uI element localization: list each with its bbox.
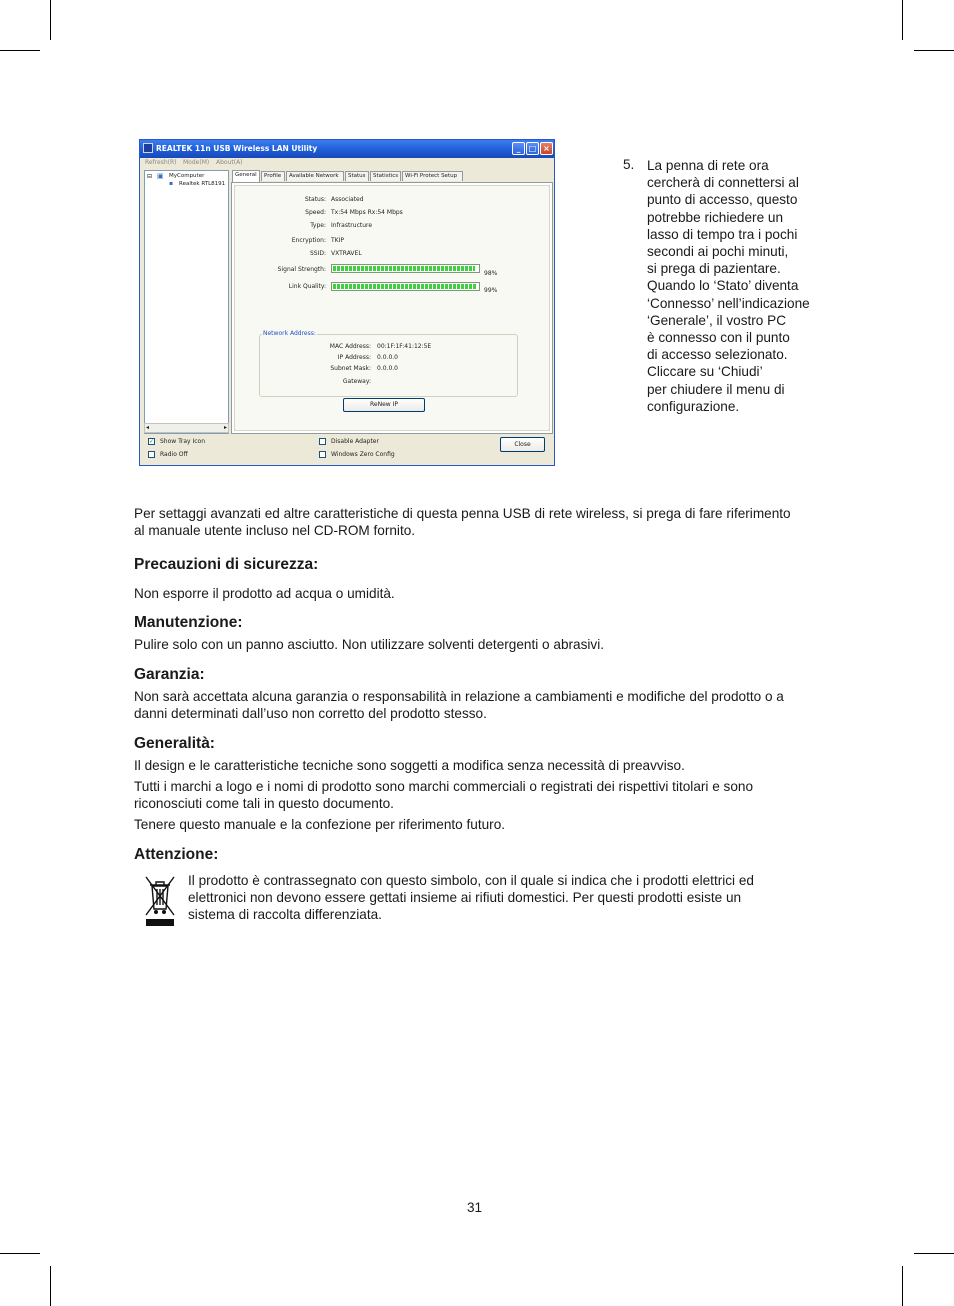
warranty-line: danni determinati dall’uso non corretto del prodotto stesso. [134,706,487,721]
tab-wifi-protect-setup[interactable]: Wi-Fi Protect Setup [402,171,463,181]
scroll-right-icon[interactable]: ▸ [223,424,227,431]
maintenance-text: Pulire solo con un panno asciutto. Non utilizzare solventi detergenti o abrasivi. [134,637,605,652]
general-p1: Il design e le caratteristiche tecniche sono soggetti a modifica senza necessità di preavviso. [134,758,685,773]
tree-scrollbar[interactable] [144,423,229,433]
link-quality-fill [333,284,477,289]
safety-text: Non esporre il prodotto ad acqua o umidità. [134,586,395,601]
ip-label: IP Address: [337,354,371,361]
link-quality-label: Link Quality: [288,283,326,290]
intro-line: Per settaggi avanzati ed altre caratteristiche di questa penna USB di rete wireless, si prega di fare riferimento [134,506,791,521]
ssid-value: VXTRAVEL [331,250,362,257]
step-line: secondi ai pochi minuti, [647,244,789,260]
step-line: ‘Connesso’ nell’indicazione [647,295,810,311]
intro-paragraph [134,505,791,539]
warranty-heading: Garanzia: [134,666,205,683]
ssid-label: SSID: [309,250,326,257]
crop-mark [902,1266,903,1306]
windows-zero-config-label: Windows Zero Config [331,451,395,458]
crop-mark [50,1266,51,1306]
app-icon [143,143,153,153]
warranty-text [134,688,784,722]
signal-strength-percent: 98% [484,270,498,277]
renew-ip-button[interactable]: ReNew IP [343,398,425,412]
show-tray-icon-label: Show Tray Icon [160,438,206,445]
step-line: Quando lo ‘Stato’ diventa [647,278,799,294]
tab-general[interactable]: General [232,170,260,182]
signal-strength-fill [333,266,475,271]
step-line: punto di accesso, questo [647,192,798,208]
page-number: 31 [467,1200,483,1215]
tab-profile[interactable]: Profile [261,171,285,181]
close-button[interactable]: Close [500,437,545,452]
crop-mark [0,1253,40,1254]
menu-refresh[interactable]: Refresh(R) [145,159,177,166]
step-number: 5. [623,157,635,172]
tree-child[interactable]: Realtek RTL8191 [179,181,226,187]
general-p2 [134,778,753,812]
step-line: ‘Generale’, il vostro PC [647,312,787,328]
adapter-icon: ▪ [169,180,174,187]
scroll-left-icon[interactable]: ◂ [146,424,150,431]
crop-mark [914,50,954,51]
menu-mode[interactable]: Mode(M) [183,159,210,166]
signal-strength-bar [331,264,480,273]
signal-strength-label: Signal Strength: [277,266,326,273]
attention-text [188,872,754,923]
step-line: per chiudere il menu di [647,381,785,397]
network-address-legend: Network Address: [263,330,316,337]
link-quality-bar [331,282,480,291]
status-value: Associated [331,196,364,203]
crop-mark [50,0,51,40]
wlan-utility-screenshot [139,139,555,466]
menu-bar [140,158,554,169]
menu-about[interactable]: About(A) [216,159,243,166]
general-p3: Tenere questo manuale e la confezione per riferimento futuro. [134,817,506,832]
radio-off-label: Radio Off [160,451,188,458]
step-line: di accesso selezionato. [647,347,788,363]
tab-statistics[interactable]: Statistics [370,171,401,181]
crop-mark [914,1253,954,1254]
encryption-value: TKIP [331,237,344,244]
step-line: è connesso con il punto [647,330,790,346]
general-heading: Generalità: [134,735,215,752]
crop-mark [902,0,903,40]
speed-value: Tx:54 Mbps Rx:54 Mbps [331,209,403,216]
windows-zero-config-checkbox[interactable] [319,451,326,458]
ip-value: 0.0.0.0 [377,354,398,361]
minimize-icon[interactable]: _ [512,142,525,155]
step-line: cercherà di connettersi al [647,175,799,191]
type-label: Type: [310,222,326,229]
attention-line: elettronici non devono essere gettati insieme ai rifiuti domestici. Per questi prodotti esiste un [188,890,742,905]
computer-icon: ▣ [157,172,164,180]
status-label: Status: [304,196,326,203]
close-icon[interactable]: × [540,142,553,155]
mac-label: MAC Address: [329,343,371,350]
subnet-value: 0.0.0.0 [377,365,398,372]
mac-value: 00:1F:1F:41:12:5E [377,343,432,350]
tab-status[interactable]: Status [345,171,369,181]
link-quality-percent: 99% [484,287,498,294]
device-tree [144,170,229,434]
radio-off-checkbox[interactable] [148,451,155,458]
disable-adapter-checkbox[interactable] [319,438,326,445]
step-line: lasso di tempo tra i pochi [647,226,798,242]
step-line: La penna di rete ora [647,158,769,173]
tree-root[interactable]: MyComputer [169,173,205,179]
intro-line: al manuale utente incluso nel CD-ROM fornito. [134,523,416,538]
disable-adapter-label: Disable Adapter [331,438,379,445]
step-line: Cliccare su ‘Chiudi’ [647,364,763,380]
attention-line: sistema di raccolta differenziata. [188,907,382,922]
tab-available-network[interactable]: Available Network [286,171,344,181]
show-tray-icon-checkbox[interactable]: ✓ [149,438,155,445]
subnet-label: Subnet Mask: [330,365,371,372]
attention-heading: Attenzione: [134,846,219,863]
encryption-label: Encryption: [291,237,326,244]
collapse-icon[interactable]: ⊟ [147,173,153,180]
crop-mark [0,50,40,51]
general-p2-line: Tutti i marchi a logo e i nomi di prodotto sono marchi commerciali o registrati dei rispettivi titolari e sono [134,779,754,794]
gateway-label: Gateway: [342,378,371,385]
step-line: configurazione. [647,398,740,414]
safety-heading: Precauzioni di sicurezza: [134,556,319,573]
step-line: si prega di pazientare. [647,261,781,277]
weee-bin-icon [143,873,177,927]
step-line: potrebbe richiedere un [647,209,784,225]
maintenance-heading: Manutenzione: [134,614,243,631]
warranty-line: Non sarà accettata alcuna garanzia o responsabilità in relazione a cambiamenti e modifiche del prodotto o a [134,689,784,704]
title-bar [140,140,554,158]
speed-label: Speed: [305,209,326,216]
maximize-icon[interactable]: □ [526,142,539,155]
type-value: Infrastructure [331,222,373,229]
attention-line: Il prodotto è contrassegnato con questo simbolo, con il quale si indica che i prodotti elettrici ed [188,873,754,888]
window-title: REALTEK 11n USB Wireless LAN Utility [156,144,318,153]
step-text [647,157,810,415]
general-p2-line: riconosciuti come tali in questo documento. [134,796,394,811]
